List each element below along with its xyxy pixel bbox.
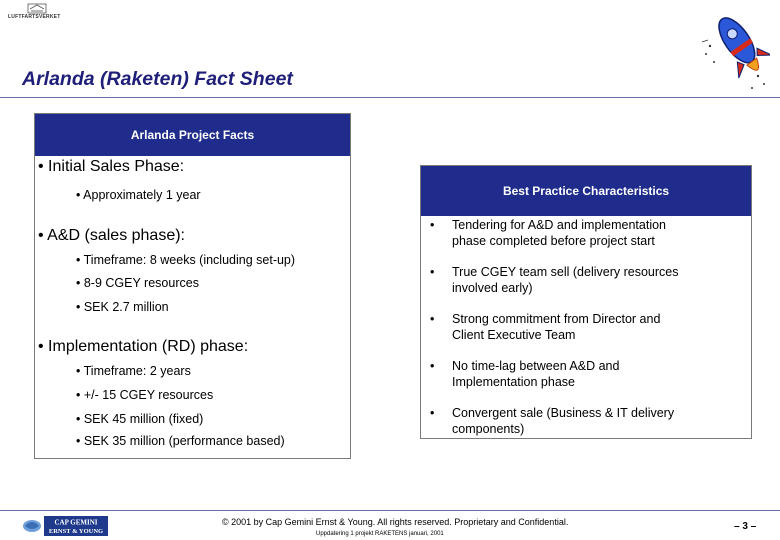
item-line: Strong commitment from Director and [452,312,661,326]
section-heading-ad-sales: • A&D (sales phase): [38,227,185,244]
company-logo [20,515,110,537]
bullet: • [430,312,435,326]
copyright-text: © 2001 by Cap Gemini Ernst & Young. All rights reserved. Proprietary and Confidential. [222,517,569,527]
section-heading-implementation: • Implementation (RD) phase: [38,338,249,355]
item-line: Tendering for A&D and implementation [452,218,667,232]
item-line: True CGEY team sell (delivery resources [452,265,679,279]
fact-item: • 8-9 CGEY resources [76,276,199,290]
logo-line2: ERNST & YOUNG [48,528,104,535]
section-heading-initial-sales: • Initial Sales Phase: [38,158,185,175]
bullet: • [430,406,435,420]
item-line: No time-lag between A&D and [452,359,620,373]
item-line: Implementation phase [452,374,575,389]
footer-divider [0,510,780,511]
fact-item: • SEK 2.7 million [76,300,169,314]
fact-item: • Timeframe: 8 weeks (including set-up) [76,253,296,267]
item-line: Client Executive Team [452,327,576,342]
fact-item: • SEK 45 million (fixed) [76,412,204,426]
agency-logo-text: LUFTFARTSVERKET [8,14,61,20]
bullet: • [430,265,435,279]
item-line: components) [452,421,525,436]
bullet: • [430,218,435,232]
best-practice-header: Best Practice Characteristics [421,166,751,216]
item-line: phase completed before project start [452,233,655,248]
fact-item: • Approximately 1 year [76,188,201,202]
fact-item: • SEK 35 million (performance based) [76,434,285,448]
fact-item: • +/- 15 CGEY resources [76,388,214,402]
page-number: – 3 – [734,521,757,532]
item-line: involved early) [452,280,533,295]
page-title: Arlanda (Raketen) Fact Sheet [22,68,293,90]
update-note: Uppdatering 1 projekt RAKETENS januari, 2001 [316,531,444,537]
project-facts-header: Arlanda Project Facts [35,114,350,156]
fact-item: • Timeframe: 2 years [76,364,191,378]
bullet: • [430,359,435,373]
logo-line1: CAP GEMINI [54,518,98,527]
item-line: Convergent sale (Business & IT delivery [452,406,675,420]
title-divider [0,97,780,98]
rocket-illustration [698,2,770,94]
